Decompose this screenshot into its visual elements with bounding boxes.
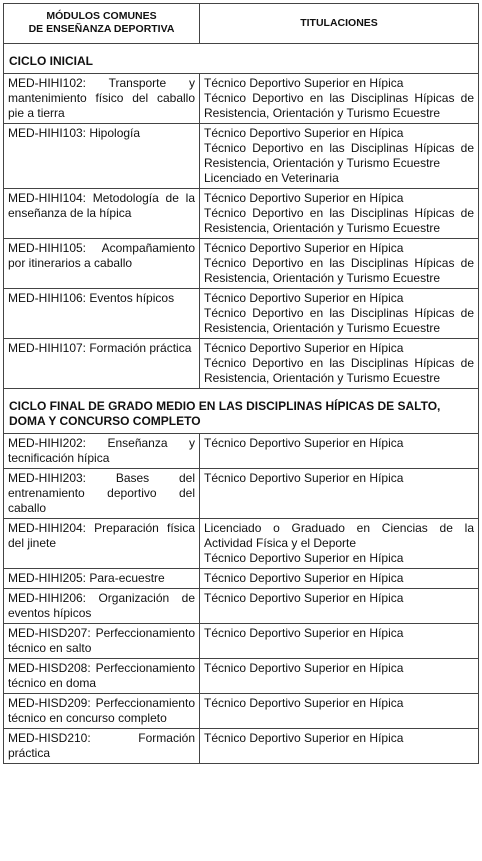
titulaciones-cell	[200, 434, 479, 469]
titulacion-item: Licenciado o Graduado en Ciencias de la Actividad Física y el Deporte	[204, 521, 474, 550]
section-title: CICLO INICIAL	[4, 44, 479, 74]
module-cell: MED-HISD208: Perfeccionamiento técnico en doma	[4, 659, 200, 694]
section-row	[4, 389, 479, 434]
module-cell: MED-HISD210: Formación práctica	[4, 729, 200, 764]
table-row	[4, 624, 479, 659]
module-cell: MED-HIHI202: Enseñanza y tecnificación hípica	[4, 434, 200, 469]
table-row	[4, 659, 479, 694]
titulaciones-cell	[200, 124, 479, 189]
section-row	[4, 44, 479, 74]
header-modules-line2: DE ENSEÑANZA DEPORTIVA	[28, 23, 175, 35]
titulaciones-cell	[200, 729, 479, 764]
module-cell: MED-HIHI106: Eventos hípicos	[4, 289, 200, 339]
titulacion-item: Licenciado en Veterinaria	[204, 171, 339, 185]
module-cell: MED-HIHI103: Hipología	[4, 124, 200, 189]
table-row	[4, 339, 479, 389]
table-row	[4, 189, 479, 239]
module-cell: MED-HIHI205: Para-ecuestre	[4, 569, 200, 589]
titulacion-item: Técnico Deportivo en las Disciplinas Hípicas de Resistencia, Orientación y Turismo Ecuestre	[204, 256, 474, 285]
titulacion-item: Técnico Deportivo Superior en Hípica	[204, 626, 404, 640]
titulacion-item: Técnico Deportivo Superior en Hípica	[204, 696, 404, 710]
table-row	[4, 239, 479, 289]
table-row	[4, 434, 479, 469]
titulaciones-cell	[200, 694, 479, 729]
titulaciones-cell	[200, 624, 479, 659]
titulacion-item: Técnico Deportivo Superior en Hípica	[204, 76, 404, 90]
header-titulaciones: TITULACIONES	[200, 4, 479, 44]
titulacion-item: Técnico Deportivo Superior en Hípica	[204, 471, 404, 485]
titulacion-item: Técnico Deportivo en las Disciplinas Hípicas de Resistencia, Orientación y Turismo Ecuestre	[204, 141, 474, 170]
titulacion-item: Técnico Deportivo Superior en Hípica	[204, 661, 404, 675]
table-row	[4, 569, 479, 589]
table-row	[4, 589, 479, 624]
module-cell: MED-HIHI105: Acompañamiento por itinerarios a caballo	[4, 239, 200, 289]
titulacion-item: Técnico Deportivo Superior en Hípica	[204, 571, 404, 585]
titulacion-item: Técnico Deportivo en las Disciplinas Hípicas de Resistencia, Orientación y Turismo Ecuestre	[204, 206, 474, 235]
table-row	[4, 469, 479, 519]
module-cell: MED-HIHI102: Transporte y mantenimiento físico del caballo pie a tierra	[4, 74, 200, 124]
header-row	[4, 4, 479, 44]
module-cell: MED-HIHI206: Organización de eventos hípicos	[4, 589, 200, 624]
titulacion-item: Técnico Deportivo Superior en Hípica	[204, 191, 404, 205]
header-modules	[4, 4, 200, 44]
header-modules-line1: MÓDULOS COMUNES	[46, 10, 157, 22]
titulacion-item: Técnico Deportivo Superior en Hípica	[204, 341, 404, 355]
titulaciones-cell	[200, 74, 479, 124]
titulaciones-cell	[200, 469, 479, 519]
module-cell: MED-HISD209: Perfeccionamiento técnico en concurso completo	[4, 694, 200, 729]
titulacion-item: Técnico Deportivo Superior en Hípica	[204, 591, 404, 605]
titulacion-item: Técnico Deportivo Superior en Hípica	[204, 241, 404, 255]
titulaciones-cell	[200, 589, 479, 624]
titulacion-item: Técnico Deportivo en las Disciplinas Hípicas de Resistencia, Orientación y Turismo Ecuestre	[204, 91, 474, 120]
table-row	[4, 519, 479, 569]
table-row	[4, 289, 479, 339]
titulacion-item: Técnico Deportivo en las Disciplinas Hípicas de Resistencia, Orientación y Turismo Ecuestre	[204, 356, 474, 385]
titulacion-item: Técnico Deportivo Superior en Hípica	[204, 436, 404, 450]
titulaciones-cell	[200, 339, 479, 389]
titulaciones-cell	[200, 289, 479, 339]
module-cell: MED-HIHI107: Formación práctica	[4, 339, 200, 389]
titulaciones-cell	[200, 519, 479, 569]
titulacion-item: Técnico Deportivo Superior en Hípica	[204, 291, 404, 305]
table-row	[4, 74, 479, 124]
titulacion-item: Técnico Deportivo en las Disciplinas Hípicas de Resistencia, Orientación y Turismo Ecuestre	[204, 306, 474, 335]
module-cell: MED-HIHI204: Preparación física del jinete	[4, 519, 200, 569]
table-row	[4, 729, 479, 764]
titulacion-item: Técnico Deportivo Superior en Hípica	[204, 126, 404, 140]
module-cell: MED-HIHI104: Metodología de la enseñanza de la hípica	[4, 189, 200, 239]
titulacion-item: Técnico Deportivo Superior en Hípica	[204, 731, 404, 745]
section-title: CICLO FINAL DE GRADO MEDIO EN LAS DISCIPLINAS HÍPICAS DE SALTO, DOMA Y CONCURSO COMPLETO	[4, 389, 479, 434]
module-cell: MED-HIHI203: Bases del entrenamiento deportivo del caballo	[4, 469, 200, 519]
titulaciones-cell	[200, 569, 479, 589]
module-cell: MED-HISD207: Perfeccionamiento técnico en salto	[4, 624, 200, 659]
modules-table	[3, 3, 479, 764]
table-row	[4, 124, 479, 189]
table-body	[4, 44, 479, 764]
table-row	[4, 694, 479, 729]
titulaciones-cell	[200, 189, 479, 239]
titulaciones-cell	[200, 239, 479, 289]
titulaciones-cell	[200, 659, 479, 694]
titulacion-item: Técnico Deportivo Superior en Hípica	[204, 551, 404, 565]
